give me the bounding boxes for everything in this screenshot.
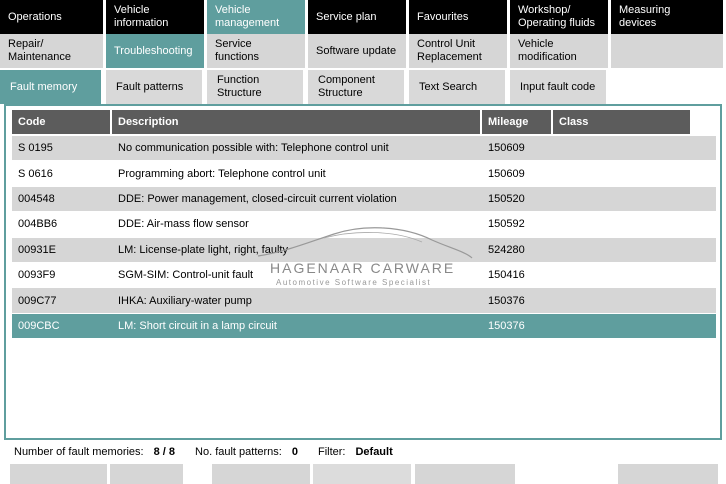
nav-sub-troubleshooting[interactable]: Troubleshooting — [106, 34, 207, 68]
table-row[interactable] — [12, 288, 716, 313]
cell-mileage: 150592 — [488, 218, 525, 231]
cell-mileage: 150609 — [488, 167, 525, 180]
watermark-title: HAGENAAR CARWARE — [270, 260, 456, 276]
cell-description: Programming abort: Telephone control unit — [118, 167, 326, 180]
cell-mileage: 150376 — [488, 294, 525, 307]
table-header — [12, 110, 696, 134]
cell-description: No communication possible with: Telephone control unit — [118, 142, 389, 155]
tab-input-fault-code[interactable]: Input fault code — [510, 70, 611, 104]
table-row[interactable] — [12, 263, 716, 288]
cell-mileage: 150520 — [488, 192, 525, 205]
cell-code: S 0195 — [18, 142, 53, 155]
cell-description: LM: Short circuit in a lamp circuit — [118, 319, 277, 332]
status-bar — [14, 446, 413, 458]
table-row[interactable] — [12, 161, 716, 186]
nav-sub-service-functions[interactable]: Service functions — [207, 34, 308, 68]
tab-text-search[interactable]: Text Search — [409, 70, 510, 104]
table-row[interactable] — [12, 136, 716, 161]
fault-memories-value: 8 / 8 — [153, 446, 176, 458]
nav-main-workshop-operating-fluids[interactable]: Workshop/ Operating fluids — [510, 0, 611, 34]
table-row[interactable] — [12, 238, 716, 263]
cell-code: 009C77 — [18, 294, 57, 307]
nav-main-vehicle-management[interactable]: Vehicle management — [207, 0, 308, 34]
fault-memory-panel — [4, 104, 722, 440]
tab-fault-patterns[interactable]: Fault patterns — [106, 70, 207, 104]
toolbar-button-3[interactable] — [212, 464, 310, 484]
table-row[interactable] — [12, 187, 716, 212]
toolbar-button-6[interactable] — [618, 464, 718, 484]
nav-main-service-plan[interactable]: Service plan — [308, 0, 409, 34]
table-row[interactable] — [12, 314, 716, 339]
column-header-mileage[interactable]: Mileage — [482, 110, 551, 134]
table-row[interactable] — [12, 212, 716, 237]
nav-sub-control-unit-replacement[interactable]: Control Unit Replacement — [409, 34, 510, 68]
nav-sub-repair-maintenance[interactable]: Repair/ Maintenance — [0, 34, 106, 68]
cell-code: 004BB6 — [18, 218, 58, 231]
tab-component-structure[interactable]: Component Structure — [308, 70, 409, 104]
cell-description: SGM-SIM: Control-unit fault — [118, 269, 254, 282]
tab-navigation — [0, 70, 726, 104]
toolbar-button-5[interactable] — [415, 464, 515, 484]
column-header-code[interactable]: Code — [12, 110, 110, 134]
cell-code: 0093F9 — [18, 269, 56, 282]
bottom-toolbar — [0, 464, 726, 480]
toolbar-button-1[interactable] — [10, 464, 107, 484]
filter-value: Default — [355, 446, 393, 458]
nav-sub-vehicle-modification[interactable]: Vehicle modification — [510, 34, 611, 68]
cell-code: 004548 — [18, 192, 55, 205]
cell-code: 009CBC — [18, 319, 60, 332]
tab-fault-memory[interactable]: Fault memory — [0, 70, 106, 104]
nav-sub-software-update[interactable]: Software update — [308, 34, 409, 68]
cell-description: IHKA: Auxiliary-water pump — [118, 294, 252, 307]
filter-label: Filter: — [317, 446, 346, 458]
nav-main-operations[interactable]: Operations — [0, 0, 106, 34]
fault-memories-label: Number of fault memories: — [14, 446, 144, 458]
cell-mileage: 150609 — [488, 142, 525, 155]
toolbar-button-4[interactable] — [313, 464, 411, 484]
nav-main-measuring-devices[interactable]: Measuring devices — [611, 0, 726, 34]
nav-main-favourites[interactable]: Favourites — [409, 0, 510, 34]
cell-mileage: 150376 — [488, 319, 525, 332]
cell-code: 00931E — [18, 243, 56, 256]
cell-description: DDE: Air-mass flow sensor — [118, 218, 249, 231]
fault-table-body — [12, 136, 716, 339]
cell-mileage: 524280 — [488, 243, 525, 256]
fault-patterns-value: 0 — [291, 446, 298, 458]
column-header-class[interactable]: Class — [553, 110, 690, 134]
toolbar-button-2[interactable] — [110, 464, 183, 484]
cell-description: LM: License-plate light, right, faulty — [118, 243, 288, 256]
nav-sub-filler — [611, 34, 726, 68]
column-header-description[interactable]: Description — [112, 110, 480, 134]
cell-mileage: 150416 — [488, 269, 525, 282]
cell-description: DDE: Power management, closed-circuit current violation — [118, 192, 397, 205]
tab-function-structure[interactable]: Function Structure — [207, 70, 308, 104]
watermark-subtitle: Automotive Software Specialist — [276, 278, 432, 287]
sub-navigation — [0, 34, 726, 68]
main-navigation — [0, 0, 726, 34]
cell-code: S 0616 — [18, 167, 53, 180]
nav-main-vehicle-information[interactable]: Vehicle information — [106, 0, 207, 34]
fault-patterns-label: No. fault patterns: — [195, 446, 282, 458]
